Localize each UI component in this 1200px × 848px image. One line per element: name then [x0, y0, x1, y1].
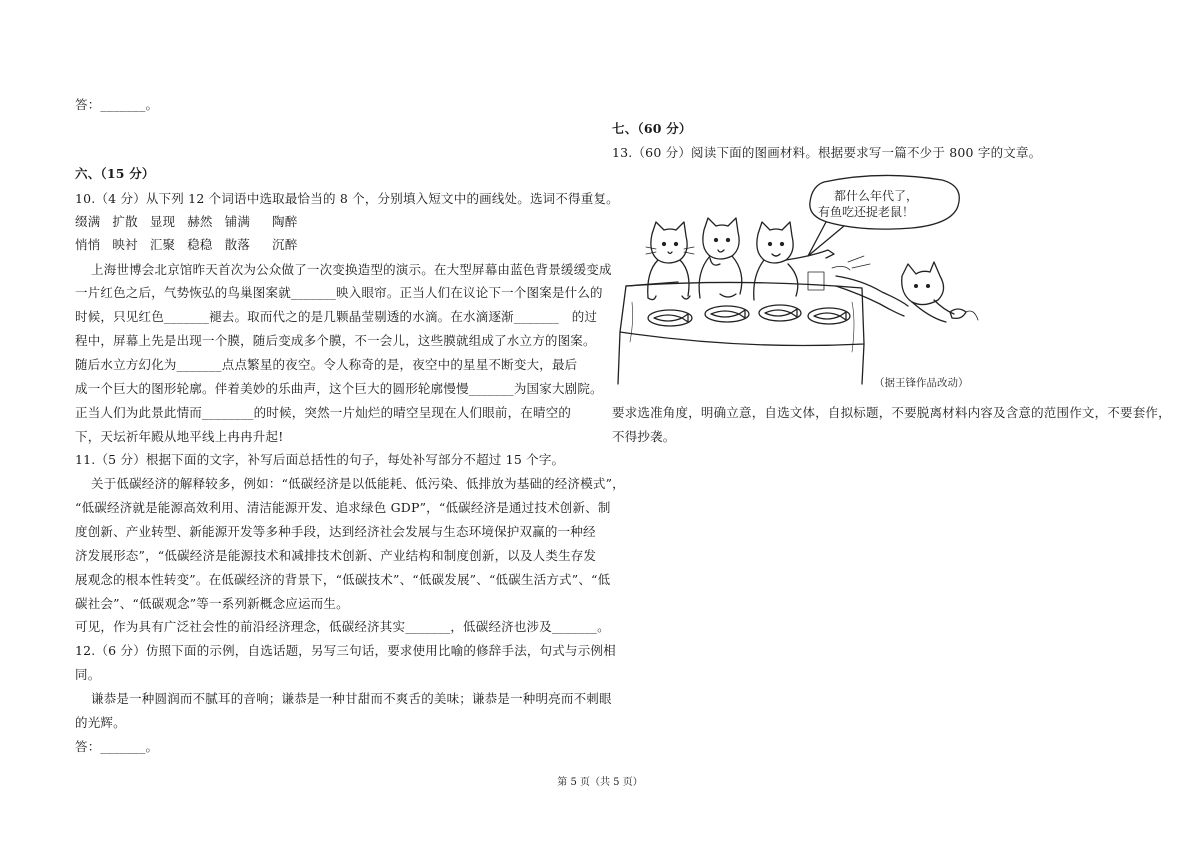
cat-3: [754, 222, 834, 300]
q10-passage-line: 正当人们为此景此情而________的时候，突然一片灿烂的晴空呈现在人们眼前，在晴空的: [75, 405, 572, 420]
q10-passage-line: 随后水立方幻化为_______点点繁星的夜空。令人称奇的是，夜空中的星星不断变大，最后: [75, 357, 578, 372]
bubble-text-line-2: 有鱼吃还捉老鼠！: [818, 205, 915, 219]
q13-stem: 13.（60 分）阅读下面的图画材料。根据要求写一篇不少于 800 字的文章。: [612, 145, 1042, 160]
q10-passage-line: 下，天坛祈年殿从地平线上冉冉升起!: [75, 429, 284, 444]
answer-line-top: 答：_______。: [75, 97, 159, 112]
q11-passage-line: 济发展形态”，“低碳经济是能源技术和减排技术创新、产业结构和制度创新，以及人类生存发: [75, 548, 597, 563]
word: 铺满: [224, 214, 251, 229]
q11-passage-line: 关于低碳经济的解释较多，例如：“低碳经济是以低能耗、低污染、低排放为基础的经济模式”，: [91, 476, 625, 491]
q11-conclusion: 可见，作为具有广泛社会性的前沿经济理念，低碳经济其实_______，低碳经济也涉及_______。: [75, 619, 610, 634]
q10-stem: 10.（4 分）从下列 12 个词语中选取最恰当的 8 个，分别填入短文中的画线处。选词不得重复。: [75, 191, 619, 206]
word: 散落: [224, 237, 251, 252]
word: 悄悄: [75, 237, 101, 252]
word: 稳稳: [187, 237, 213, 252]
q10-word-row-2: [75, 237, 309, 253]
q10-passage-line: 成一个巨大的图形轮廓。伴着美妙的乐曲声，这个巨大的圆形轮廓慢慢_______为国家大剧院。: [75, 381, 603, 396]
q10-word-row-1: [75, 214, 309, 230]
word: 扩散: [112, 214, 138, 229]
q12-stem: 12.（6 分）仿照下面的示例，自选话题，另写三句话，要求使用比喻的修辞手法，句式与示例相: [75, 643, 616, 658]
q11-passage-line: 度创新、产业转型、新能源开发等多种手段，达到经济社会发展与生态环境保护双赢的一种经: [75, 524, 596, 539]
cat-4-diving: [832, 256, 954, 322]
section-7-title: 七、（60 分）: [612, 121, 692, 136]
cat-2: [699, 218, 742, 298]
q12-example: 谦恭是一种圆润而不腻耳的音响；谦恭是一种甘甜而不爽舌的美味；谦恭是一种明亮而不刺眼: [91, 691, 612, 706]
word: 汇聚: [149, 237, 176, 252]
q10-passage-line: 时候，只见红色_______褪去。取而代之的是几颗晶莹剔透的水滴。在水滴逐渐_______ 的过: [75, 309, 598, 324]
q11-passage-line: “低碳经济就是能源高效利用、清洁能源开发、追求绿色 GDP”，“低碳经济是通过技术创新、制: [75, 500, 611, 515]
cats-cartoon-illustration: [612, 172, 982, 394]
q10-passage-line: 上海世博会北京馆昨天首次为公众做了一次变换造型的演示。在大型屏幕由蓝色背景缓缓变成: [91, 262, 612, 277]
word: 缀满: [75, 214, 101, 229]
plates-with-fish: [648, 305, 850, 326]
page-footer: 第 5 页（共 5 页）: [557, 777, 643, 788]
q10-passage-line: 一片红色之后，气势恢弘的鸟巢图案就_______映入眼帘。正当人们在议论下一个图案是什么的: [75, 285, 603, 300]
word: 显现: [149, 214, 176, 229]
answer-line-bottom: 答：_______。: [75, 739, 159, 754]
essay-requirement: 要求选准角度，明确立意，自选文体，自拟标题，不要脱离材料内容及含意的范围作文，不要套作，: [612, 405, 1171, 420]
q11-passage-line: 碳社会”、“低碳观念”等一系列新概念应运而生。: [75, 596, 349, 611]
section-6-title: 六、（15 分）: [75, 166, 155, 181]
word: 陶醉: [272, 214, 298, 229]
q11-passage-line: 展观念的根本性转变”。在低碳经济的背景下，“低碳技术”、“低碳发展”、“低碳生活方式”、“低: [75, 572, 611, 587]
q12-example-cont: 的光辉。: [75, 715, 126, 730]
q10-passage-line: 程中，屏幕上先是出现一个膜，随后变成多个膜，不一会儿，这些膜就组成了水立方的图案。: [75, 333, 596, 348]
essay-requirement-cont: 不得抄袭。: [612, 429, 676, 444]
word: 赫然: [187, 214, 213, 229]
cartoon-caption: （据王锋作品改动）: [874, 377, 969, 389]
cat-1: [646, 222, 694, 300]
bubble-text-line-1: 都什么年代了，: [834, 189, 919, 203]
word: 沉醉: [272, 237, 298, 252]
q12-stem-cont: 同。: [75, 667, 101, 682]
q11-stem: 11.（5 分）根据下面的文字，补写后面总括性的句子，每处补写部分不超过 15 个字。: [75, 452, 565, 467]
word: 映衬: [112, 237, 138, 252]
